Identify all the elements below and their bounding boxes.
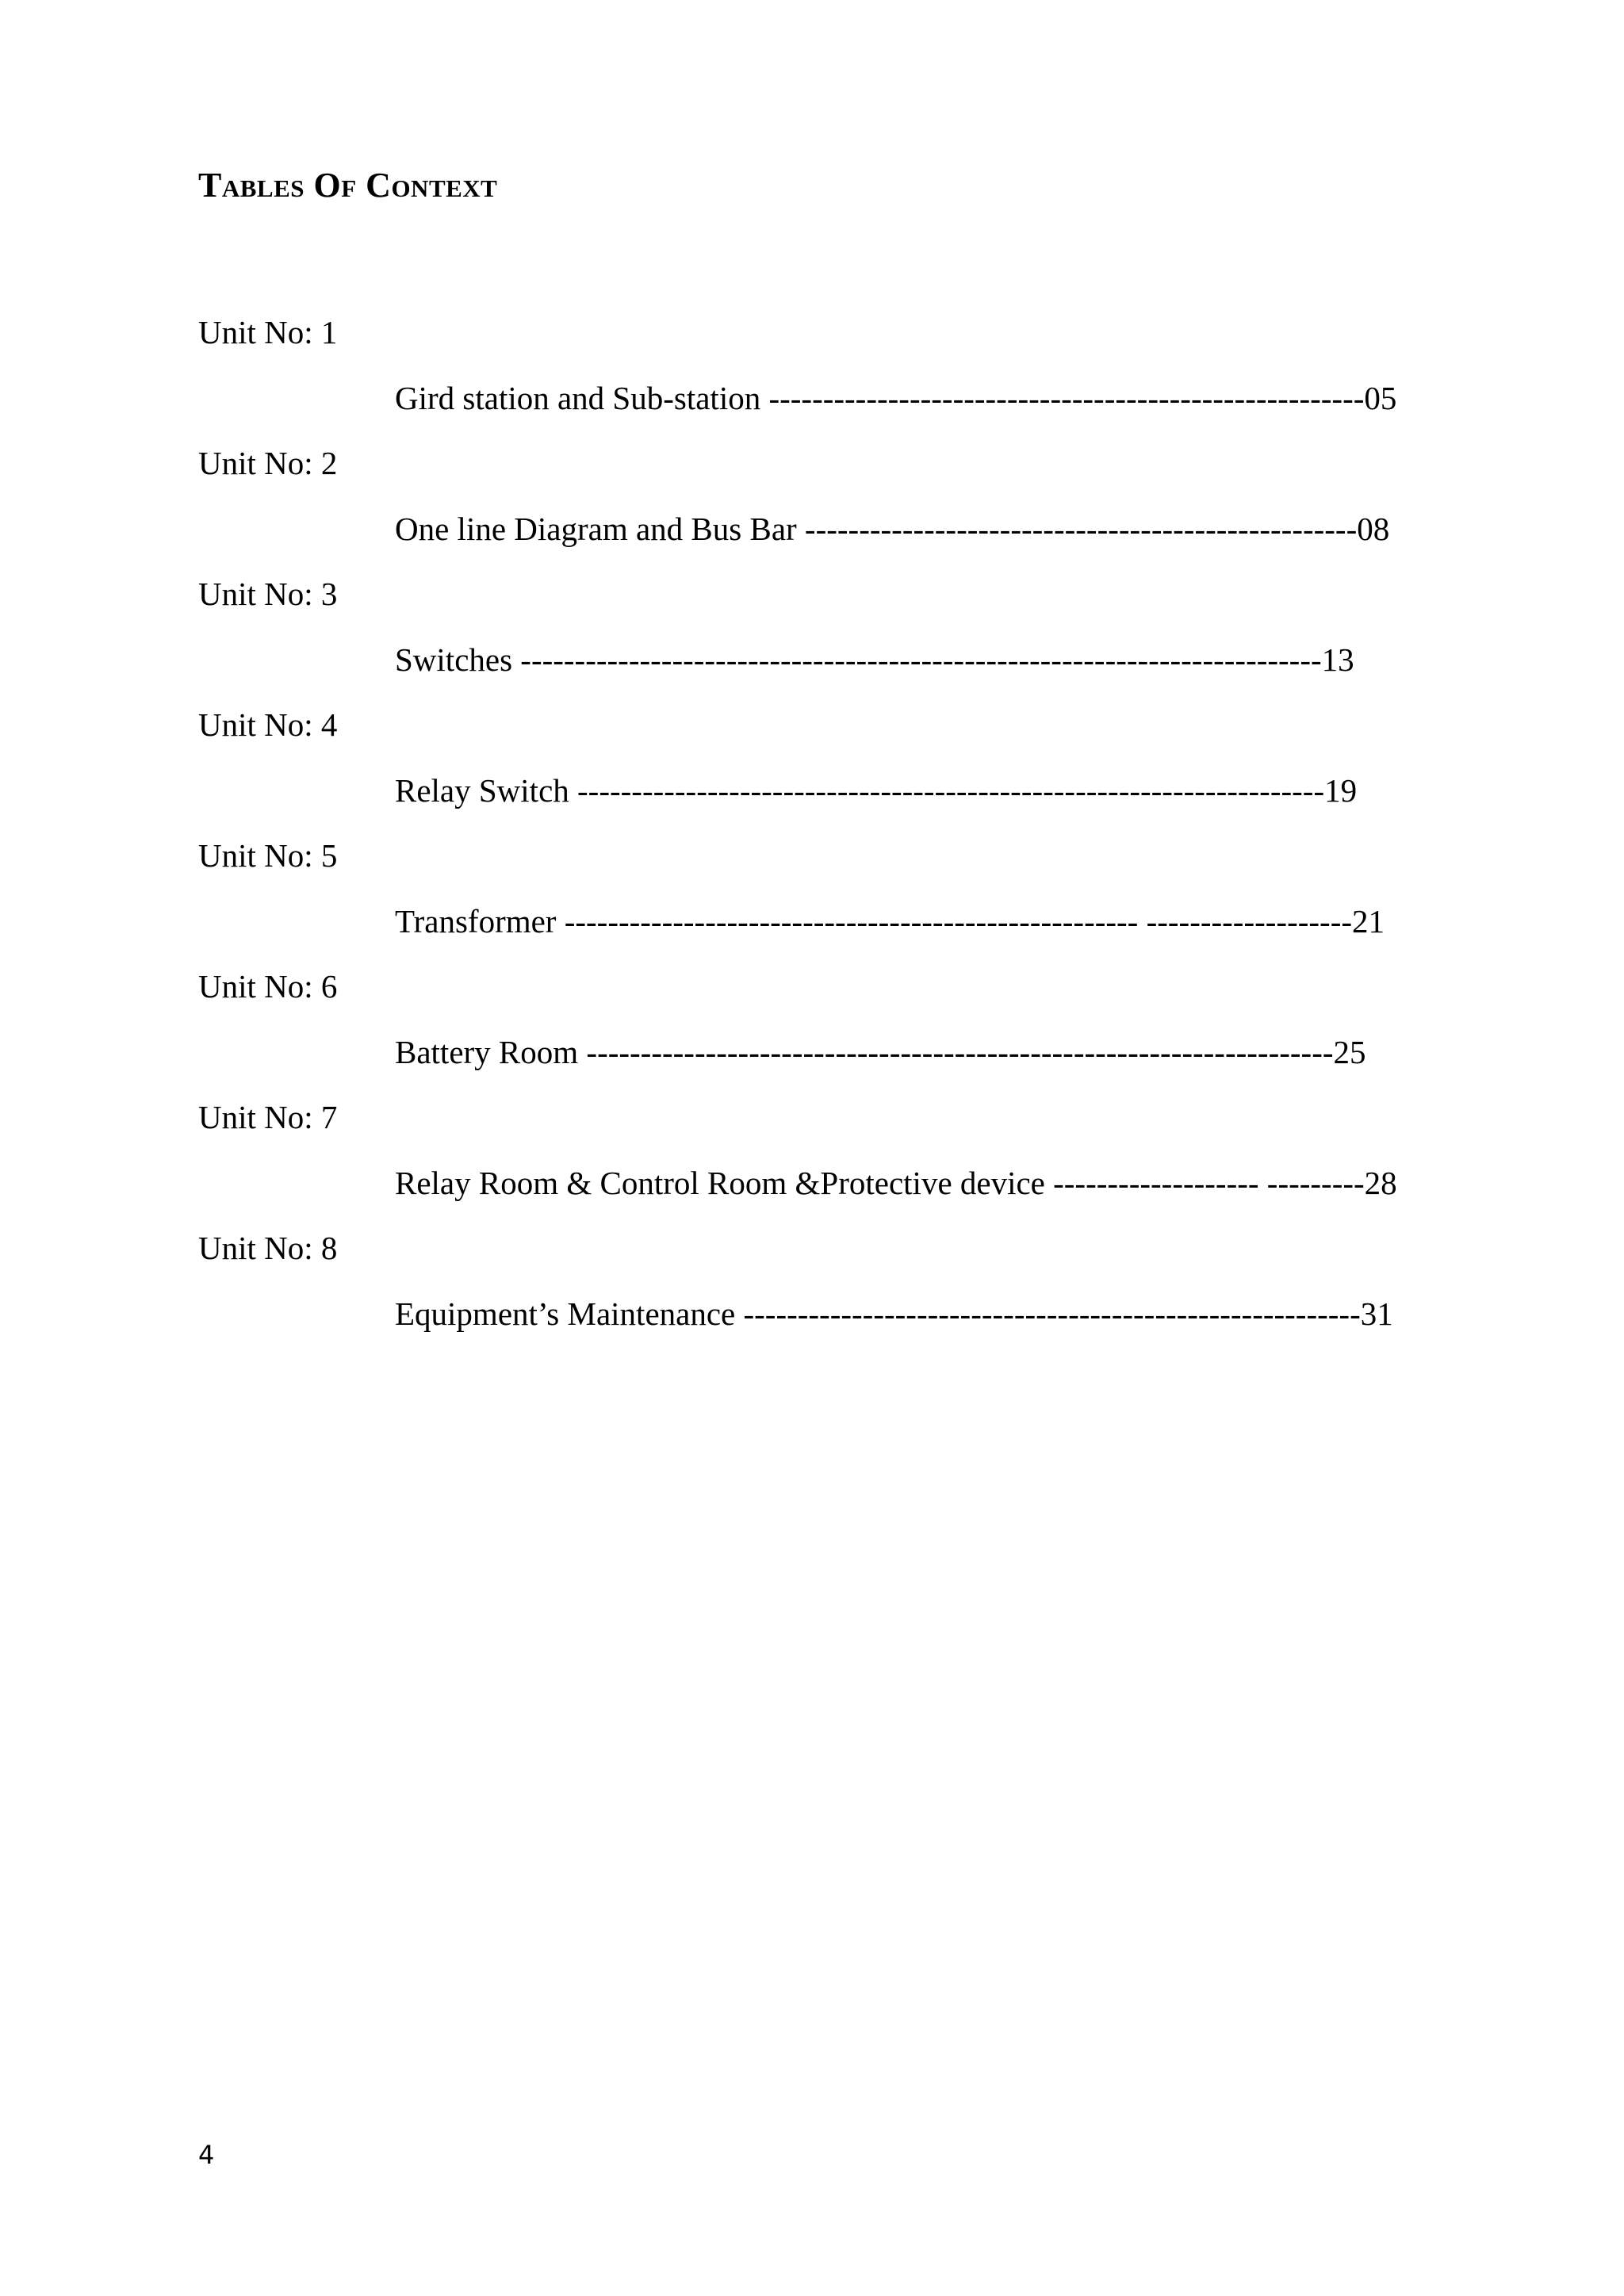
page-number: 4: [198, 2140, 215, 2170]
page-title: Tables Of Context: [198, 166, 498, 205]
unit-label: Unit No: 5: [198, 837, 338, 874]
unit-label: Unit No: 4: [198, 706, 338, 743]
toc-entry: One line Diagram and Bus Bar ---------------------------------------------------08: [395, 511, 1390, 547]
unit-label: Unit No: 8: [198, 1230, 338, 1266]
unit-label: Unit No: 6: [198, 968, 338, 1004]
toc-entry: Switches --------------------------------------------------------------------------13: [395, 641, 1354, 678]
toc-entry: Gird station and Sub-station -------------------------------------------------------05: [395, 380, 1397, 416]
toc-entry: Relay Room & Control Room &Protective device ------------------- ---------28: [395, 1165, 1397, 1201]
toc-entry: Relay Switch ---------------------------------------------------------------------19: [395, 772, 1358, 809]
unit-label: Unit No: 1: [198, 314, 338, 350]
unit-label: Unit No: 7: [198, 1099, 338, 1135]
toc-entry: Battery Room ---------------------------------------------------------------------25: [395, 1034, 1366, 1070]
unit-label: Unit No: 3: [198, 576, 338, 612]
toc-entry: Transformer ----------------------------------------------------- -------------------21: [395, 903, 1385, 939]
unit-label: Unit No: 2: [198, 445, 338, 481]
toc-entry: Equipment’s Maintenance ---------------------------------------------------------31: [395, 1295, 1393, 1332]
